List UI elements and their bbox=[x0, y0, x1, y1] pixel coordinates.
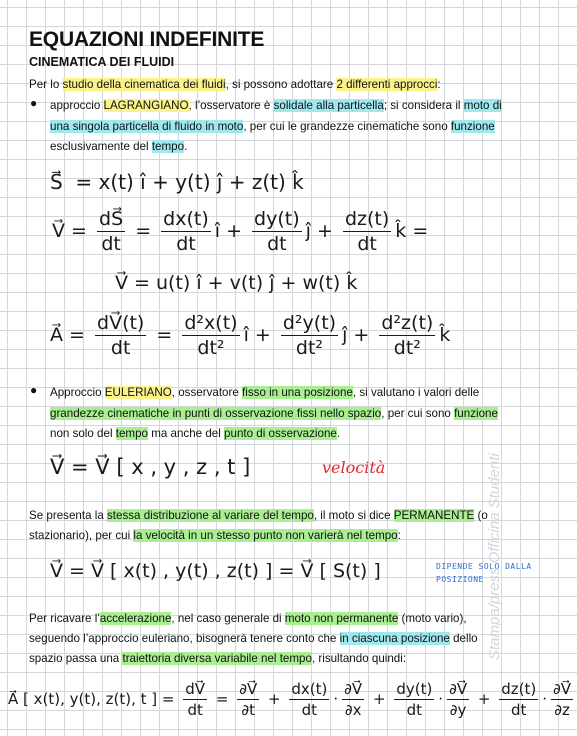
lagrangian-line-1: approccio LAGRANGIANO, l’osservatore è solidale alla particella; si considera il moto di bbox=[50, 99, 502, 112]
eulerian-line-1: Approccio EULERIANO, osservatore fisso in una posizione, si valutano i valori delle bbox=[50, 386, 480, 399]
velocity-components-equation: V⃗ = u(t) î + v(t) ĵ + w(t) k̂ bbox=[115, 272, 358, 294]
eulerian-line-2: grandezze cinematiche in punti di osservazione fissi nello spazio, per cui sono funzione bbox=[50, 407, 498, 420]
permanent-velocity-equation: V⃗ = V⃗ [ x(t) , y(t) , z(t) ] = V⃗ [ S(t) ] bbox=[50, 560, 381, 582]
section-subtitle: CINEMATICA DEI FLUIDI bbox=[29, 55, 175, 69]
permanent-line-1: Se presenta la stessa distribuzione al variare del tempo, il moto si dice PERMANENTE (o bbox=[29, 509, 488, 522]
eulerian-acceleration-equation: A⃗ [ x(t), y(t), z(t), t ] = $\frac{dV⃗}{dt}$ = $\frac{\partial V⃗}{\partial t}$ + $\frac{dx(t)}{dt}$ · $\frac{\partial V⃗}{\partial x}$ + $\frac{dy(t)}{dt}$ · $\frac{\partial V⃗}{\partial y}$ + $\frac{dz(t)}{dt}$ · $\frac{\partial V⃗}{\partial z}$ bbox=[8, 680, 572, 719]
permanent-line-2: stazionario), per cui la velocità in un stesso punto non varierà nel tempo: bbox=[29, 529, 401, 542]
velocity-derivative-equation: V⃗ = $\frac{dS⃗}{dt}$ = $\frac{dx(t)}{dt}$ î + $\frac{dy(t)}{dt}$ ĵ + $\frac{dz(t)}{dt}$ k̂ = bbox=[52, 208, 429, 255]
eulerian-line-3: non solo del tempo ma anche del punto di osservazione. bbox=[50, 427, 341, 440]
acceleration-equation: A⃗ = $\frac{dV⃗(t)}{dt}$ = $\frac{\text{d²x(t)}}{\text{dt²}}$ î + $\frac{\text{d²y(t)}}{\text{dt²}}$ ĵ + $\frac{\text{d²z(t)}}{\text{dt²}}$ k̂ bbox=[50, 312, 451, 359]
lagrangian-line-3: esclusivamente del tempo. bbox=[50, 140, 188, 153]
watermark: Stampa/press Officina Studenti bbox=[486, 453, 503, 660]
page-title: EQUAZIONI INDEFINITE bbox=[29, 28, 265, 51]
bullet-dot: ● bbox=[30, 383, 38, 397]
eulerian-velocity-equation: V⃗ = V⃗ [ x , y , z , t ] bbox=[50, 455, 251, 479]
handwritten-note: DIPENDE SOLO DALLA POSIZIONE bbox=[436, 562, 532, 584]
intro-paragraph: Per lo studio della cinematica dei fluidi, si possono adottare 2 differenti approcci: bbox=[29, 78, 441, 91]
acceleration-line-3: spazio passa una traiettoria diversa variabile nel tempo, risultando quindi: bbox=[29, 652, 407, 665]
position-vector-equation: S⃗ = x(t) î + y(t) ĵ + z(t) k̂ bbox=[50, 170, 304, 194]
lagrangian-line-2: una singola particella di fluido in moto, per cui le grandezze cinematiche sono funzione bbox=[50, 120, 495, 133]
bullet-dot: ● bbox=[30, 96, 38, 110]
handwritten-velocita: velocità bbox=[322, 458, 386, 477]
acceleration-line-1: Per ricavare l’accelerazione, nel caso generale di moto non permanente (moto vario), bbox=[29, 612, 467, 625]
acceleration-line-2: seguendo l’approccio euleriano, bisognerà tenere conto che in ciascuna posizione dello bbox=[29, 632, 478, 645]
